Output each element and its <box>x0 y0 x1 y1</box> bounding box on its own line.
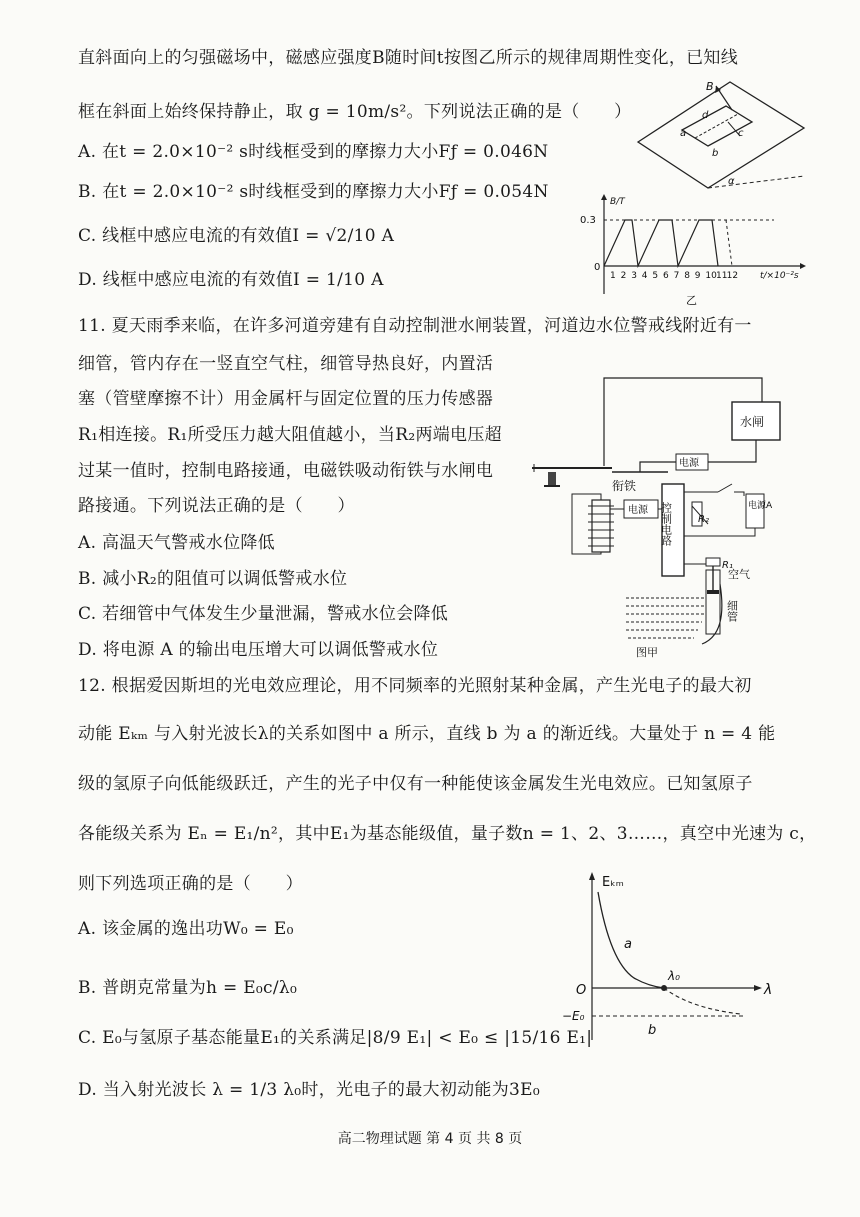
incline-label-d: d <box>702 110 709 121</box>
power-a-label: 电源A <box>748 501 773 511</box>
q10-intro-line-2: 框在斜面上始终保持静止，取 g = 10m/s²。下列说法正确的是（ ） <box>78 102 632 122</box>
q10-option-c: C. 线框中感应电流的有效值I = √2/10 A <box>78 226 395 246</box>
graph-y-tick: 0.3 <box>580 215 596 226</box>
b-waveform-main <box>604 220 718 266</box>
sluice-label: 水闸 <box>740 415 765 429</box>
graph-x-tick: 1 <box>610 271 616 281</box>
air-label: 空气 <box>728 568 750 581</box>
q10-option-d: D. 线框中感应电流的有效值I = 1/10 A <box>78 270 384 290</box>
q11-line-2: 细管，管内存在一竖直空气柱，细管导热良好，内置活 <box>78 354 494 374</box>
power-top-wire <box>640 462 676 472</box>
graph-x-tick: 12 <box>726 271 739 281</box>
piston <box>707 590 719 594</box>
q12-line-2: 动能 Eₖₘ 与入射光波长λ的关系如图中 a 所示，直线 b 为 a 的渐近线。大量处于 n = 4 能 <box>78 724 776 744</box>
graph-x-tick: 2 <box>620 271 627 281</box>
t-axis-arrow <box>800 263 806 269</box>
incline-label-a: a <box>680 128 687 139</box>
incline-label-b: b <box>712 148 719 159</box>
lambda-label: λ <box>764 982 773 998</box>
graph-x-tick: 4 <box>641 271 648 281</box>
q10-intro-line-1: 直斜面向上的匀强磁场中，磁感应强度B随时间t按图乙所示的规律周期性变化，已知线 <box>78 48 739 68</box>
graph-x-tick: 6 <box>663 271 669 281</box>
circuit-caption: 图甲 <box>636 646 658 659</box>
incline-figure <box>636 80 806 195</box>
q12-line-1: 12. 根据爱因斯坦的光电效应理论，用不同频率的光照射某种金属，产生光电子的最大初 <box>78 676 752 696</box>
graph-x-tick: 11 <box>716 271 728 281</box>
q11-option-b: B. 减小R₂的阻值可以调低警戒水位 <box>78 569 348 589</box>
curve-a-dashed <box>664 988 740 1014</box>
curve-a-label: a <box>624 937 632 952</box>
q10-option-a: A. 在t = 2.0×10⁻² s时线框受到的摩擦力大小Fƒ = 0.046N <box>78 142 549 162</box>
coil-wire <box>572 494 601 554</box>
waveform-dashed <box>726 220 732 266</box>
ekm-label: Eₖₘ <box>602 875 624 890</box>
tube-label: 细管 <box>725 600 739 622</box>
spring-pivot <box>548 472 556 486</box>
b-t-graph <box>574 192 814 310</box>
q11-option-c: C. 若细管中气体发生少量泄漏，警戒水位会降低 <box>78 604 449 624</box>
control-circuit-label: 控制电路 <box>659 502 673 546</box>
electromagnet <box>592 500 610 552</box>
q12-line-4: 各能级关系为 Eₙ = E₁/n²，其中E₁为基态能级值，量子数n = 1、2、3……，真空中光速为 c， <box>78 824 817 844</box>
q12-option-a: A. 该金属的逸出功W₀ = E₀ <box>78 919 294 939</box>
power-left-label: 电源 <box>628 505 648 516</box>
incline-label-b-field: B <box>706 80 714 93</box>
sluice-circuit-figure <box>532 374 790 664</box>
q11-option-d: D. 将电源 A 的输出电压增大可以调低警戒水位 <box>78 640 439 660</box>
graph-origin: 0 <box>594 262 601 273</box>
origin-label: O <box>576 983 587 998</box>
lambda0-point <box>661 985 667 991</box>
graph-y-label: B/T <box>610 197 625 207</box>
r2-label: R₂ <box>698 514 709 525</box>
sluice-wire <box>708 440 756 462</box>
incline-plane <box>638 82 804 188</box>
graph-caption: 乙 <box>686 294 697 307</box>
incline-label-c: c <box>738 128 744 139</box>
neg-e0-label: −E₀ <box>562 1009 585 1023</box>
q12-option-d: D. 当入射光波长 λ = 1/3 λ₀时，光电子的最大初动能为3E₀ <box>78 1080 540 1100</box>
b-axis-arrow <box>601 194 607 200</box>
armature-label: 衔铁 <box>612 479 637 493</box>
graph-x-tick: 10 <box>705 271 717 281</box>
q11-line-3: 塞（管壁摩擦不计）用金属杆与固定位置的压力传感器 <box>78 389 494 409</box>
incline-label-alpha: α <box>728 176 735 187</box>
horizontal-dashed-line <box>708 176 804 188</box>
q11-option-a: A. 高温天气警戒水位降低 <box>78 533 275 553</box>
q11-line-6: 路接通。下列说法正确的是（ ） <box>78 496 355 516</box>
q10-option-b: B. 在t = 2.0×10⁻² s时线框受到的摩擦力大小Fƒ = 0.054N <box>78 182 549 202</box>
r1-sensor <box>706 558 720 566</box>
graph-x-tick: 5 <box>652 271 659 281</box>
graph-x-tick: 9 <box>694 271 701 281</box>
power-a-box <box>746 494 764 528</box>
graph-x-tick: 3 <box>631 271 637 281</box>
page-footer: 高二物理试题 第 4 页 共 8 页 <box>337 1131 523 1147</box>
q12-line-5: 则下列选项正确的是（ ） <box>78 874 303 894</box>
q12-option-c: C. E₀与氢原子基态能量E₁的关系满足|8/9 E₁| < E₀ ≤ |15/16 E₁| <box>78 1028 593 1048</box>
lambda0-label: λ₀ <box>668 969 680 983</box>
graph-x-label: t/×10⁻²s <box>760 271 799 281</box>
q11-line-4: R₁相连接。R₁所受压力越大阻值越小，当R₂两端电压超 <box>78 425 502 445</box>
graph-x-ticks <box>610 271 738 281</box>
q12-option-b: B. 普朗克常量为h = E₀c/λ₀ <box>78 978 298 998</box>
asymptote-b-label: b <box>648 1023 657 1038</box>
q12-line-3: 级的氢原子向低能级跃迁，产生的光子中仅有一种能使该金属发生光电效应。已知氢原子 <box>78 774 753 794</box>
ekm-lambda-graph <box>560 866 790 1046</box>
ekm-axis-arrow <box>589 872 595 880</box>
switch <box>718 484 732 492</box>
q11-line-1: 11. 夏天雨季来临，在许多河道旁建有自动控制泄水闸装置，河道边水位警戒线附近有一 <box>78 316 752 336</box>
power-top-label: 电源 <box>679 458 699 469</box>
r1-label: R₁ <box>722 560 733 571</box>
graph-x-tick: 7 <box>673 271 680 281</box>
q11-line-5: 过某一值时，控制电路接通，电磁铁吸动衔铁与水闸电 <box>78 461 494 481</box>
lambda-axis-arrow <box>754 985 762 991</box>
graph-x-tick: 8 <box>684 271 690 281</box>
